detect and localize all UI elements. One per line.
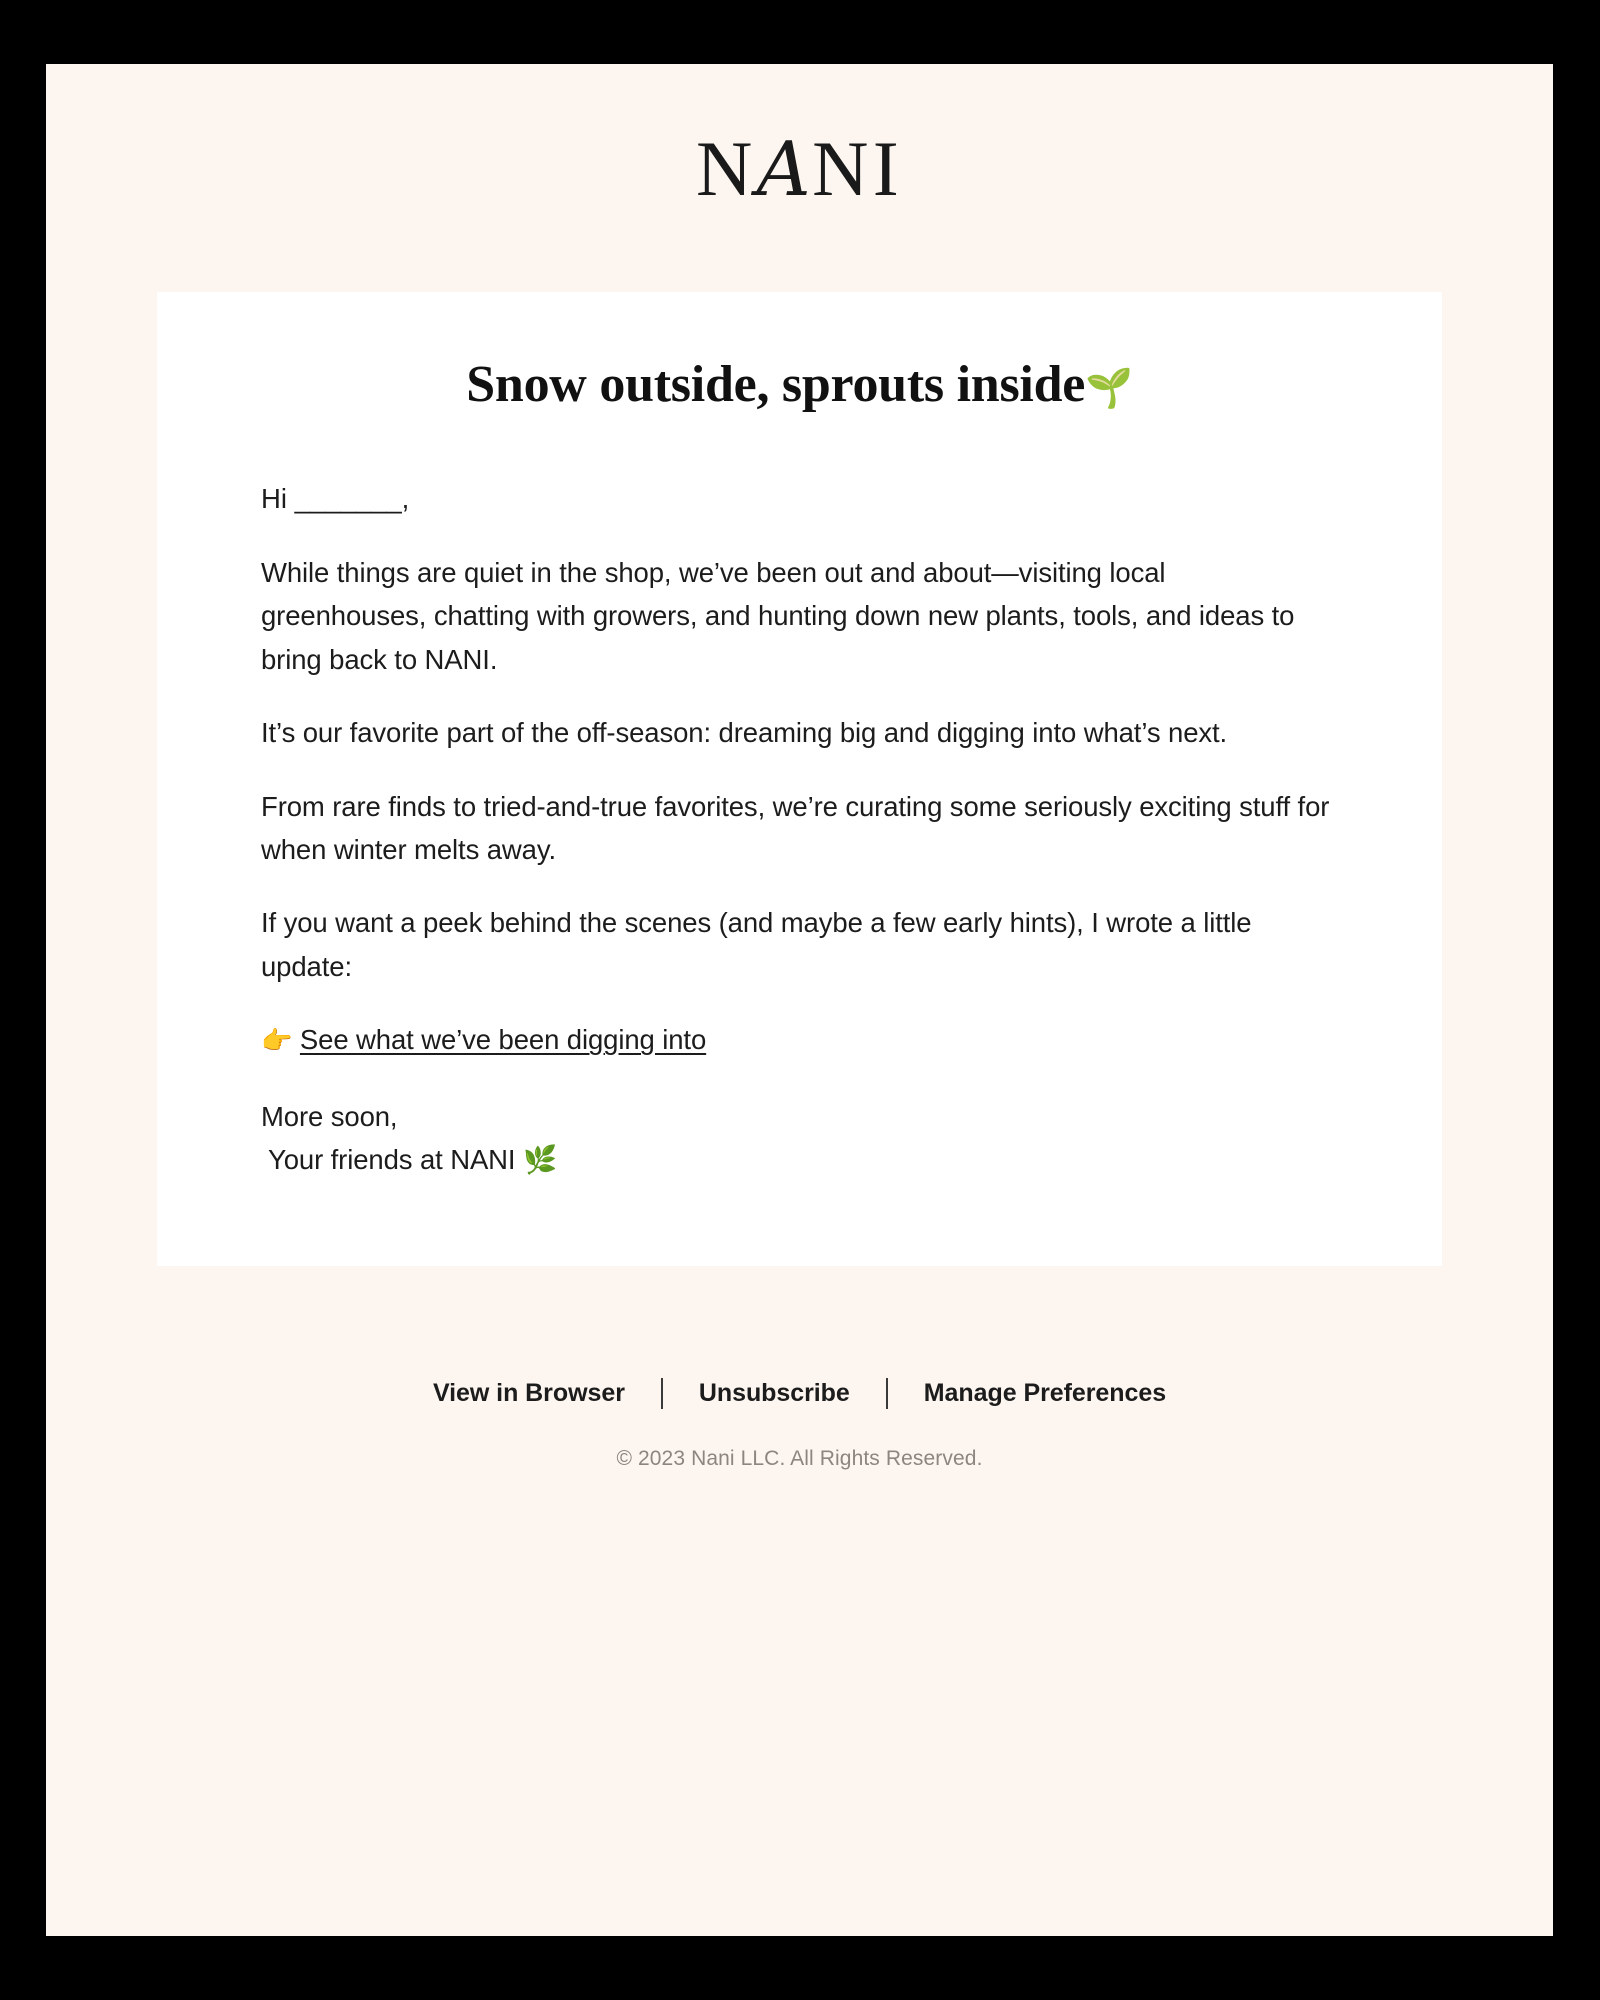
signoff-line-1: More soon,	[261, 1101, 398, 1133]
cta-paragraph	[261, 1018, 1338, 1062]
body-paragraph-4: If you want a peek behind the scenes (and maybe a few early hints), I wrote a little update:	[261, 907, 1252, 982]
footer-link-row	[46, 1378, 1553, 1409]
seedling-icon: 🌱	[1085, 368, 1133, 410]
email-headline	[261, 354, 1338, 415]
email-footer	[46, 1266, 1553, 1531]
footer-link-unsubscribe[interactable]: Unsubscribe	[698, 1378, 850, 1407]
body-paragraph-1: While things are quiet in the shop, we’ve been out and about—visiting local greenhouses, chatting with growers, and hunting down new plants, tools, and ideas to bring back to NANI.	[261, 556, 1295, 675]
signoff-block	[261, 1096, 1338, 1181]
footer-link-manage-preferences[interactable]: Manage Preferences	[923, 1378, 1167, 1407]
email-header	[46, 64, 1553, 292]
logo-letter-i: I	[872, 125, 904, 212]
nani-logo[interactable]	[695, 125, 904, 213]
footer-link-view-in-browser[interactable]: View in Browser	[432, 1378, 625, 1407]
copyright-text: © 2023 Nani LLC. All Rights Reserved.	[616, 1446, 983, 1470]
headline-text: Snow outside, sprouts inside	[466, 356, 1086, 413]
logo-letter-n1: N	[695, 125, 757, 212]
herb-icon: 🌿	[523, 1143, 558, 1175]
logo-letter-a: A	[756, 126, 813, 213]
pointing-finger-icon: 👉	[261, 1027, 293, 1056]
body-paragraph-3: From rare finds to tried-and-true favorites, we’re curating some seriously exciting stuff for when winter melts away.	[261, 790, 1330, 865]
body-paragraph-2: It’s our favorite part of the off-season: dreaming big and digging into what’s next.	[261, 717, 1228, 749]
greeting-line: Hi _______,	[261, 483, 410, 515]
email-body	[261, 477, 1338, 1181]
logo-letter-n2: N	[812, 125, 873, 212]
email-content-card	[157, 292, 1442, 1266]
email-viewport	[46, 64, 1553, 1936]
signoff-line-2: Your friends at NANI	[268, 1143, 516, 1175]
cta-link[interactable]: See what we’ve been digging into	[299, 1024, 707, 1056]
